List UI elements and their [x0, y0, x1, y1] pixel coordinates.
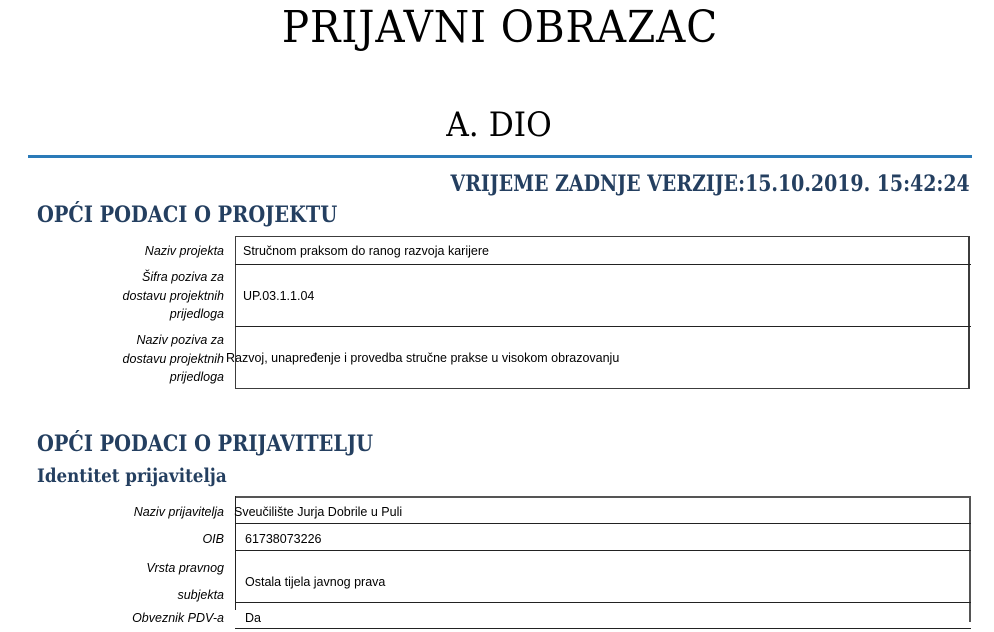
field-label-oib: OIB	[202, 532, 224, 546]
field-label-legal-entity-type: Vrsta pravnog subjekta	[146, 561, 224, 602]
row-divider	[235, 628, 971, 629]
version-value: 15.10.2019. 15:42:24	[745, 171, 970, 197]
row-divider	[235, 264, 971, 265]
row-divider	[235, 602, 971, 603]
row-divider	[235, 523, 971, 524]
field-value-vat-payer[interactable]: Da	[245, 611, 261, 625]
field-label-applicant-name: Naziv prijavitelja	[133, 505, 224, 519]
applicant-identity-subheading: Identitet prijavitelja	[37, 465, 227, 487]
field-label-vat-payer: Obveznik PDV-a	[132, 611, 224, 625]
field-label-call-code: Šifra poziva za dostavu projektnih prijedloga	[122, 270, 224, 321]
last-version-timestamp	[451, 169, 970, 199]
row-divider	[235, 326, 971, 327]
project-section-heading: OPĆI PODACI O PROJEKTU	[37, 202, 338, 228]
field-label-call-name: Naziv poziva za dostavu projektnih prijedloga	[122, 333, 224, 384]
field-value-call-code[interactable]: UP.03.1.1.04	[243, 289, 315, 303]
field-value-legal-entity-type[interactable]: Ostala tijela javnog prava	[245, 575, 386, 589]
document-part: A. DIO	[446, 105, 552, 145]
header-divider	[28, 155, 972, 158]
table-right-border	[969, 496, 971, 622]
field-value-call-name[interactable]: Razvoj, unapređenje i provedba stručne prakse u visokom obrazovanju	[226, 351, 620, 365]
field-value-project-name[interactable]: Stručnom praksom do ranog razvoja karijere	[243, 244, 489, 258]
version-label: VRIJEME ZADNJE VERZIJE:	[450, 171, 746, 197]
document-title: PRIJAVNI OBRAZAC	[281, 2, 719, 53]
field-value-oib[interactable]: 61738073226	[245, 532, 322, 546]
table-top-border	[235, 496, 971, 498]
field-label-project-name: Naziv projekta	[144, 244, 224, 258]
field-value-applicant-name[interactable]: Sveučilište Jurja Dobrile u Puli	[234, 505, 403, 519]
applicant-section-heading: OPĆI PODACI O PRIJAVITELJU	[37, 431, 374, 457]
row-divider	[235, 550, 971, 551]
